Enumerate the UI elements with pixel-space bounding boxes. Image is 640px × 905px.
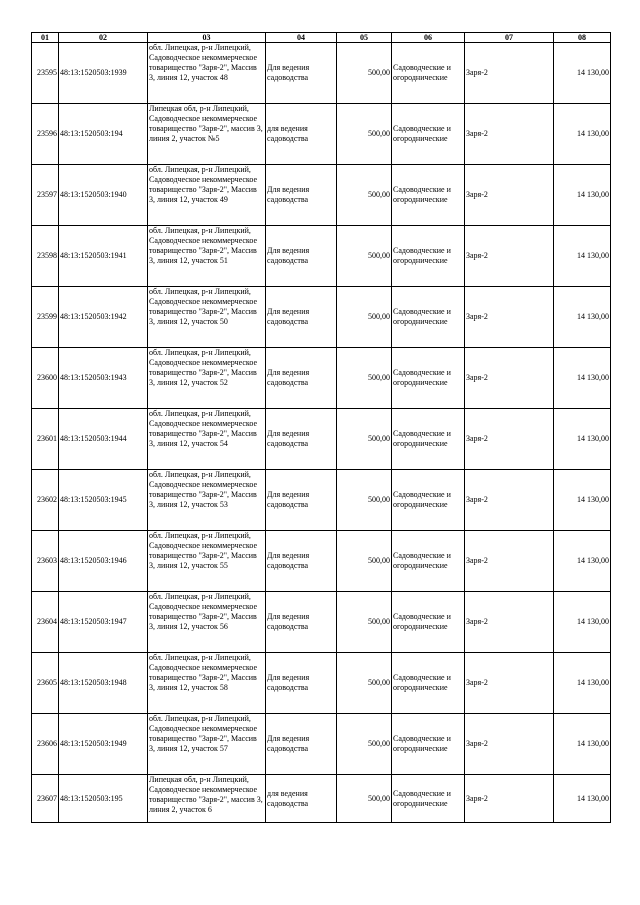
value-cell: 14 130,00 [554,409,611,470]
value-cell: 14 130,00 [554,43,611,104]
location-cell: Заря-2 [465,409,554,470]
category-cell: Садоводческие и огороднические [392,592,465,653]
address-cell [148,775,266,823]
row-number-cell: 23596 [32,104,59,165]
permitted-use-cell: Для ведения садоводства [266,653,337,714]
address-cell [148,43,266,104]
table-row [32,714,611,775]
area-cell: 500,00 [337,348,392,409]
address-text: обл. Липецкая, р-н Липецкий, Садоводческое некоммерческое товарищество "Заря-2", Массив 3, линия 12, участок 53 [149,470,258,509]
location-cell: Заря-2 [465,287,554,348]
permitted-use-cell: Для ведения садоводства [266,714,337,775]
category-cell: Садоводческие и огороднические [392,775,465,823]
area-cell: 500,00 [337,226,392,287]
location-cell: Заря-2 [465,775,554,823]
row-number-cell: 23604 [32,592,59,653]
row-number-cell: 23595 [32,43,59,104]
area-cell: 500,00 [337,104,392,165]
category-cell: Садоводческие и огороднические [392,653,465,714]
column-header: 01 [32,33,59,43]
table-row [32,287,611,348]
value-cell: 14 130,00 [554,104,611,165]
category-cell: Садоводческие и огороднические [392,470,465,531]
row-number-cell: 23597 [32,165,59,226]
permitted-use-cell: Для ведения садоводства [266,287,337,348]
value-cell: 14 130,00 [554,226,611,287]
area-cell: 500,00 [337,409,392,470]
address-cell [148,592,266,653]
address-cell [148,287,266,348]
table-body [32,43,611,823]
address-cell [148,226,266,287]
cadastral-number-cell: 48:13:1520503:1946 [59,531,148,592]
address-cell [148,653,266,714]
header-row [32,33,611,43]
category-cell: Садоводческие и огороднические [392,104,465,165]
location-cell: Заря-2 [465,104,554,165]
permitted-use-cell: Для ведения садоводства [266,165,337,226]
location-cell: Заря-2 [465,592,554,653]
column-header: 08 [554,33,611,43]
cadastral-number-cell: 48:13:1520503:1939 [59,43,148,104]
permitted-use-cell: Для ведения садоводства [266,470,337,531]
category-cell: Садоводческие и огороднические [392,226,465,287]
address-cell [148,348,266,409]
table-row [32,775,611,823]
row-number-cell: 23601 [32,409,59,470]
column-header: 02 [59,33,148,43]
address-text: обл. Липецкая, р-н Липецкий, Садоводческое некоммерческое товарищество "Заря-2", Массив 3, линия 12, участок 55 [149,531,258,570]
area-cell: 500,00 [337,43,392,104]
category-cell: Садоводческие и огороднические [392,409,465,470]
address-text: Липецкая обл, р-н Липецкий, Садоводческое некоммерческое товарищество "Заря-2", массив 3, линия 2, участок 6 [149,775,263,814]
area-cell: 500,00 [337,714,392,775]
cadastral-number-cell: 48:13:1520503:1943 [59,348,148,409]
address-text: Липецкая обл, р-н Липецкий, Садоводческое некоммерческое товарищество "Заря-2", массив 3, линия 2, участок №5 [149,104,263,143]
value-cell: 14 130,00 [554,470,611,531]
value-cell: 14 130,00 [554,653,611,714]
row-number-cell: 23602 [32,470,59,531]
table-row [32,43,611,104]
category-cell: Садоводческие и огороднические [392,287,465,348]
address-text: обл. Липецкая, р-н Липецкий, Садоводческое некоммерческое товарищество "Заря-2", Массив 3, линия 12, участок 52 [149,348,258,387]
address-text: обл. Липецкая, р-н Липецкий, Садоводческое некоммерческое товарищество "Заря-2", Массив 3, линия 12, участок 49 [149,165,258,204]
permitted-use-cell: Для ведения садоводства [266,531,337,592]
address-cell [148,531,266,592]
address-text: обл. Липецкая, р-н Липецкий, Садоводческое некоммерческое товарищество "Заря-2", Массив 3, линия 12, участок 56 [149,592,258,631]
value-cell: 14 130,00 [554,714,611,775]
table-row [32,348,611,409]
table-row [32,531,611,592]
permitted-use-cell: Для ведения садоводства [266,592,337,653]
cadastral-number-cell: 48:13:1520503:1947 [59,592,148,653]
permitted-use-cell: Для ведения садоводства [266,43,337,104]
cadastral-number-cell: 48:13:1520503:195 [59,775,148,823]
value-cell: 14 130,00 [554,287,611,348]
value-cell: 14 130,00 [554,165,611,226]
permitted-use-cell: для ведения садоводства [266,775,337,823]
area-cell: 500,00 [337,775,392,823]
area-cell: 500,00 [337,470,392,531]
value-cell: 14 130,00 [554,775,611,823]
row-number-cell: 23599 [32,287,59,348]
permitted-use-cell: для ведения садоводства [266,104,337,165]
area-cell: 500,00 [337,592,392,653]
cadastral-number-cell: 48:13:1520503:1942 [59,287,148,348]
address-text: обл. Липецкая, р-н Липецкий, Садоводческое некоммерческое товарищество "Заря-2", Массив 3, линия 12, участок 50 [149,287,258,326]
address-cell [148,714,266,775]
value-cell: 14 130,00 [554,348,611,409]
column-header: 05 [337,33,392,43]
row-number-cell: 23600 [32,348,59,409]
column-header: 04 [266,33,337,43]
table-row [32,653,611,714]
row-number-cell: 23603 [32,531,59,592]
area-cell: 500,00 [337,653,392,714]
address-cell [148,165,266,226]
location-cell: Заря-2 [465,348,554,409]
column-header: 07 [465,33,554,43]
address-text: обл. Липецкая, р-н Липецкий, Садоводческое некоммерческое товарищество "Заря-2", Массив 3, линия 12, участок 58 [149,653,258,692]
address-text: обл. Липецкая, р-н Липецкий, Садоводческое некоммерческое товарищество "Заря-2", Массив 3, линия 12, участок 54 [149,409,258,448]
cadastral-number-cell: 48:13:1520503:1948 [59,653,148,714]
value-cell: 14 130,00 [554,592,611,653]
cadastral-number-cell: 48:13:1520503:1945 [59,470,148,531]
address-text: обл. Липецкая, р-н Липецкий, Садоводческое некоммерческое товарищество "Заря-2", Массив 3, линия 12, участок 51 [149,226,258,265]
column-header: 06 [392,33,465,43]
permitted-use-cell: Для ведения садоводства [266,226,337,287]
row-number-cell: 23606 [32,714,59,775]
address-cell [148,470,266,531]
location-cell: Заря-2 [465,714,554,775]
value-cell: 14 130,00 [554,531,611,592]
table-row [32,592,611,653]
cadastral-number-cell: 48:13:1520503:1940 [59,165,148,226]
table-row [32,470,611,531]
permitted-use-cell: Для ведения садоводства [266,409,337,470]
land-registry-table [31,32,611,823]
category-cell: Садоводческие и огороднические [392,165,465,226]
cadastral-number-cell: 48:13:1520503:1949 [59,714,148,775]
address-text: обл. Липецкая, р-н Липецкий, Садоводческое некоммерческое товарищество "Заря-2", Массив 3, линия 12, участок 57 [149,714,258,753]
location-cell: Заря-2 [465,653,554,714]
address-text: обл. Липецкая, р-н Липецкий, Садоводческое некоммерческое товарищество "Заря-2", Массив 3, линия 12, участок 48 [149,43,258,82]
category-cell: Садоводческие и огороднические [392,714,465,775]
row-number-cell: 23607 [32,775,59,823]
column-header: 03 [148,33,266,43]
address-cell [148,409,266,470]
permitted-use-cell: Для ведения садоводства [266,348,337,409]
cadastral-number-cell: 48:13:1520503:194 [59,104,148,165]
cadastral-number-cell: 48:13:1520503:1944 [59,409,148,470]
location-cell: Заря-2 [465,226,554,287]
location-cell: Заря-2 [465,531,554,592]
location-cell: Заря-2 [465,470,554,531]
area-cell: 500,00 [337,531,392,592]
location-cell: Заря-2 [465,165,554,226]
cadastral-number-cell: 48:13:1520503:1941 [59,226,148,287]
table-row [32,226,611,287]
row-number-cell: 23605 [32,653,59,714]
category-cell: Садоводческие и огороднические [392,43,465,104]
address-cell [148,104,266,165]
area-cell: 500,00 [337,287,392,348]
category-cell: Садоводческие и огороднические [392,348,465,409]
area-cell: 500,00 [337,165,392,226]
category-cell: Садоводческие и огороднические [392,531,465,592]
table-row [32,165,611,226]
location-cell: Заря-2 [465,43,554,104]
table-row [32,409,611,470]
table-row [32,104,611,165]
row-number-cell: 23598 [32,226,59,287]
